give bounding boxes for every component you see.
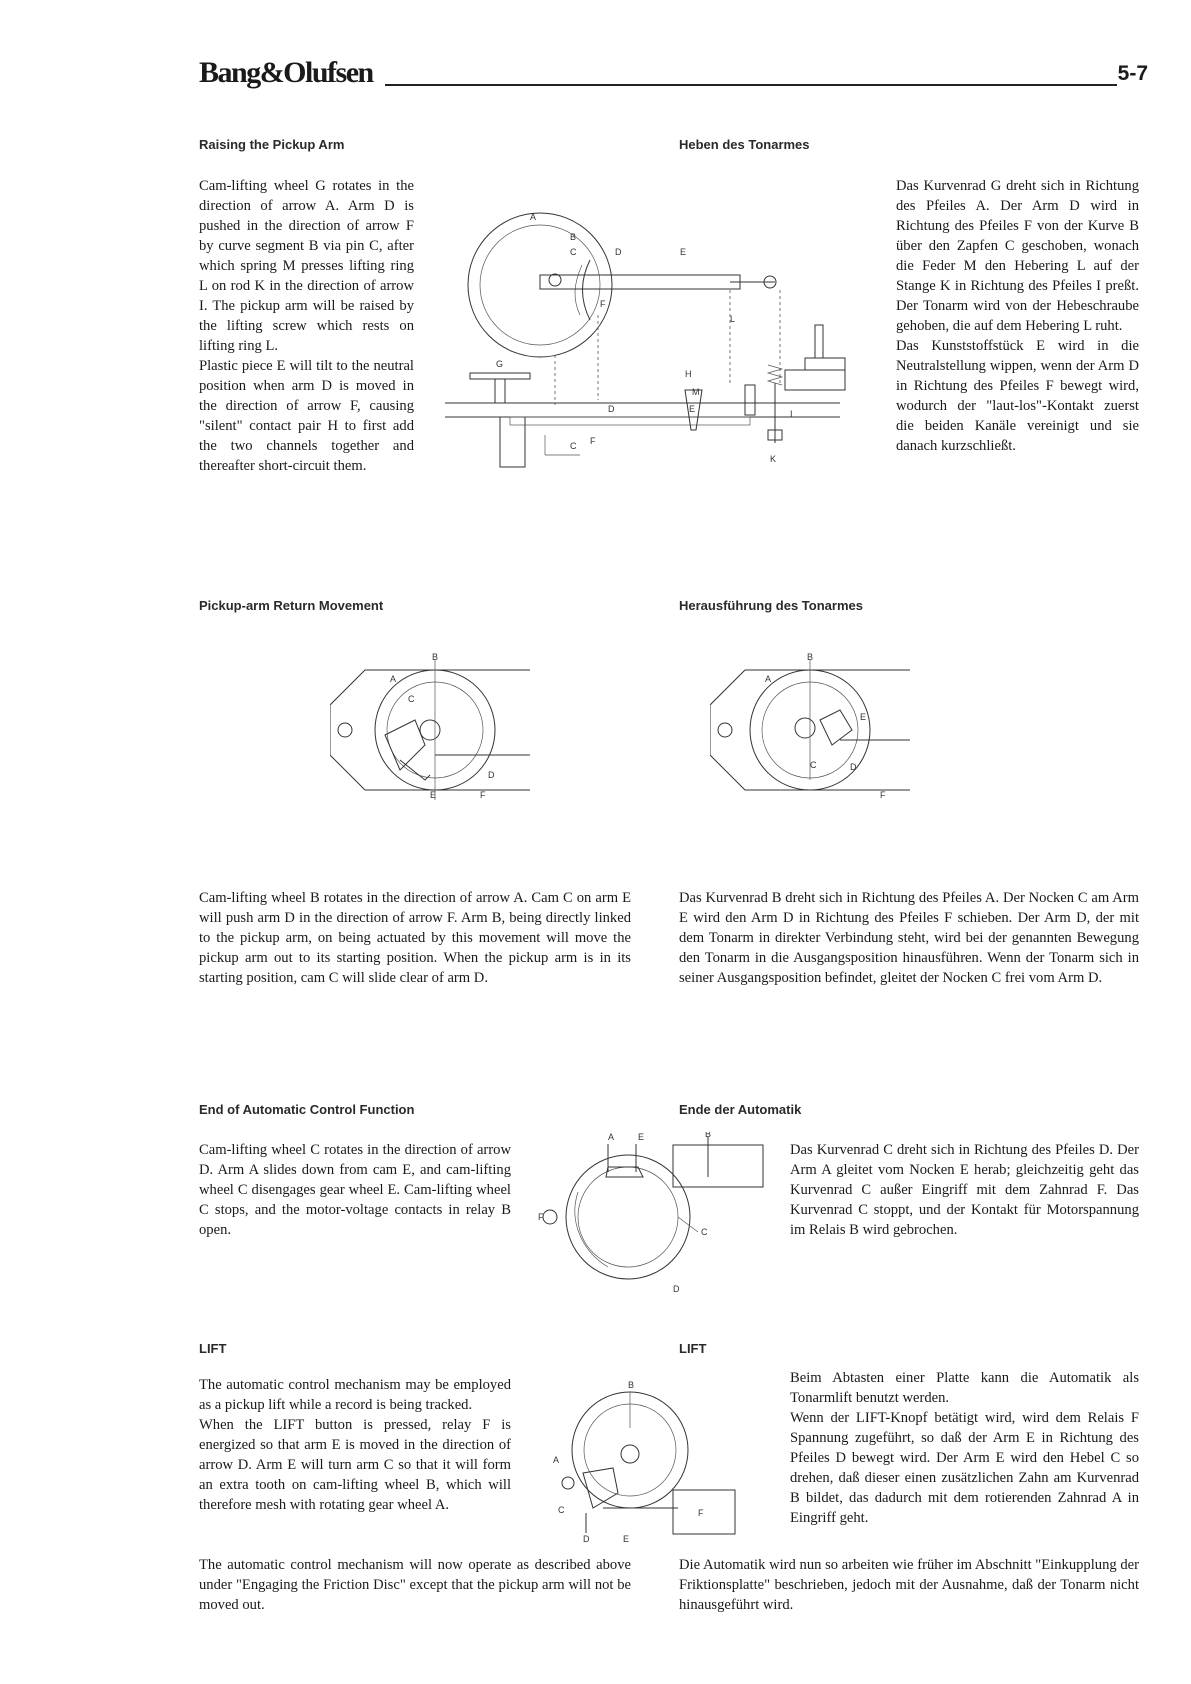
label-d: D	[673, 1284, 680, 1292]
brand-logo: Bang&Olufsen	[199, 56, 373, 89]
heading-lift-de: LIFT	[679, 1341, 707, 1356]
label-a: A	[608, 1132, 615, 1142]
label-a: A	[553, 1455, 560, 1465]
paragraph: The automatic control mechanism may be employed as a pickup lift while a record is being tracked.	[199, 1377, 511, 1413]
figure-end-automatic	[528, 1132, 778, 1292]
heading-raising-en: Raising the Pickup Arm	[199, 137, 345, 152]
label-k: K	[770, 454, 777, 464]
label-g: G	[496, 359, 504, 369]
heading-end-de: Ende der Automatik	[679, 1102, 802, 1117]
paragraph: When the LIFT button is pressed, relay F is energized so that arm E is moved in the direction of arrow D. Arm E will turn arm C so that it will form an extra tooth on cam-lifting wheel B, which will therefore mesh with rotating gear wheel A.	[199, 1417, 511, 1513]
page-number: 5-7	[1117, 62, 1148, 85]
label-a: A	[530, 212, 537, 222]
label-d: D	[615, 247, 622, 257]
paragraph: Beim Abtasten einer Platte kann die Automatik als Tonarmlift benutzt werden.	[790, 1370, 1139, 1406]
text-lift-de-a	[790, 1368, 1139, 1528]
label-f2: F	[590, 436, 596, 446]
paragraph: Das Kunststoffstück E wird in die Neutralstellung wippen, wenn der Arm D in Richtung des Pfeiles F bewegt wird, wodurch der "laut-los"-Kontakt zuerst die beiden Kanäle vereinigt und sie danach kurzschließt.	[896, 338, 1139, 454]
label-c: C	[701, 1227, 708, 1237]
label-f: F	[880, 790, 886, 800]
label-c: C	[570, 247, 577, 257]
label-e: E	[430, 790, 437, 800]
figure-return-de	[710, 650, 910, 815]
label-l: L	[730, 314, 736, 324]
label-b: B	[570, 232, 577, 242]
label-d2: D	[608, 404, 615, 414]
text-lift-en-a	[199, 1375, 511, 1515]
text-raising-de	[896, 176, 1139, 456]
heading-return-de: Herausführung des Tonarmes	[679, 598, 863, 613]
label-c: C	[408, 694, 415, 704]
label-c: C	[558, 1505, 565, 1515]
label-a: A	[765, 674, 772, 684]
label-i: I	[790, 409, 793, 419]
paragraph: Plastic piece E will tilt to the neutral position when arm D is moved in the direction of arrow F, causing "silent" contact pair H to first add the two channels together and thereafter short-circuit them.	[199, 358, 414, 474]
label-e: E	[623, 1534, 630, 1543]
label-f: F	[698, 1508, 704, 1518]
label-b: B	[628, 1380, 635, 1390]
label-d: D	[583, 1534, 590, 1543]
text-lift-de-b: Die Automatik wird nun so arbeiten wie früher im Abschnitt "Einkupplung der Friktionsplatte" beschrieben, jedoch mit der Ausnahme, daß der Tonarm nicht hinausgeführt wird.	[679, 1557, 1139, 1613]
label-b: B	[432, 652, 439, 662]
label-b: B	[705, 1132, 712, 1139]
figure-lift	[548, 1378, 753, 1543]
heading-raising-de: Heben des Tonarmes	[679, 137, 810, 152]
label-e: E	[860, 712, 867, 722]
figure-return-en	[330, 650, 530, 815]
header-rule	[385, 84, 1117, 86]
label-h: H	[685, 369, 692, 379]
text-return-de: Das Kurvenrad B dreht sich in Richtung des Pfeiles A. Der Nocken C am Arm E wird den Arm D in Richtung des Pfeiles F schieben. Der Arm D, der mit dem Tonarm in direkter Verbindung steht, wird bei der genannten Bewegung den Tonarm in die Ausgangsposition hinausführen. Wenn der Tonarm sich in seiner Ausgangsposition befindet, gleitet der Nocken C frei vom Arm D.	[679, 890, 1139, 986]
text-raising-en	[199, 176, 414, 476]
label-e2: E	[689, 404, 696, 414]
label-d: D	[488, 770, 495, 780]
label-c2: C	[570, 441, 577, 451]
heading-end-en: End of Automatic Control Function	[199, 1102, 415, 1117]
label-e: E	[638, 1132, 645, 1142]
figure-raising-pickup-arm	[430, 205, 875, 485]
paragraph: Das Kurvenrad G dreht sich in Richtung des Pfeiles A. Der Arm D wird in Richtung des Pfeiles F von der Kurve B über den Zapfen C geschoben, wonach die Feder M den Hebering L auf der Stange K in Richtung des Pfeiles I preßt. Der Tonarm wird von der Hebeschraube gehoben, die auf dem Hebering L ruht.	[896, 178, 1139, 334]
label-m: M	[692, 387, 700, 397]
text-end-de: Das Kurvenrad C dreht sich in Richtung des Pfeiles D. Der Arm A gleitet vom Nocken E herab; gleichzeitig geht das Kurvenrad C außer Eingriff mit dem Zahnrad F. Das Kurvenrad C stoppt, und der Kontakt für Motorspannung im Relais B wird gebrochen.	[790, 1142, 1139, 1238]
text-end-en: Cam-lifting wheel C rotates in the direction of arrow D. Arm A slides down from cam E, and cam-lifting wheel C disengages gear wheel E. Cam-lifting wheel C stops, and the motor-voltage contacts in relay B open.	[199, 1142, 511, 1238]
label-f: F	[480, 790, 486, 800]
label-d: D	[850, 762, 857, 772]
label-f: F	[538, 1212, 544, 1222]
label-b: B	[807, 652, 814, 662]
label-f: F	[600, 299, 606, 309]
heading-return-en: Pickup-arm Return Movement	[199, 598, 384, 613]
paragraph: Cam-lifting wheel G rotates in the direction of arrow A. Arm D is pushed in the direction of arrow F by curve segment B via pin C, after which spring M presses lifting ring L on rod K in the direction of arrow I. The pickup arm will be raised by the lifting screw which rests on lifting ring L.	[199, 178, 414, 354]
text-return-en: Cam-lifting wheel B rotates in the direction of arrow A. Cam C on arm E will push arm D in the direction of arrow F. Arm B, being directly linked to the pickup arm, on being actuated by this movement will move the pickup arm out to its starting position. When the pickup arm is in its starting position, cam C will slide clear of arm D.	[199, 890, 631, 986]
label-c: C	[810, 760, 817, 770]
paragraph: Wenn der LIFT-Knopf betätigt wird, wird dem Relais F Spannung zugeführt, so daß der Arm E in Richtung des Pfeiles D bewegt wird. Der Arm E wird den Hebel C so drehen, daß dieser einen zusätzlichen Zahn am Kurvenrad B bildet, das dadurch mit dem rotierenden Zahnrad A in Eingriff geht.	[790, 1410, 1139, 1526]
label-a: A	[390, 674, 397, 684]
heading-lift-en: LIFT	[199, 1341, 227, 1356]
label-e: E	[680, 247, 687, 257]
text-lift-en-b: The automatic control mechanism will now operate as described above under "Engaging the Friction Disc" except that the pickup arm will not be moved out.	[199, 1557, 631, 1613]
